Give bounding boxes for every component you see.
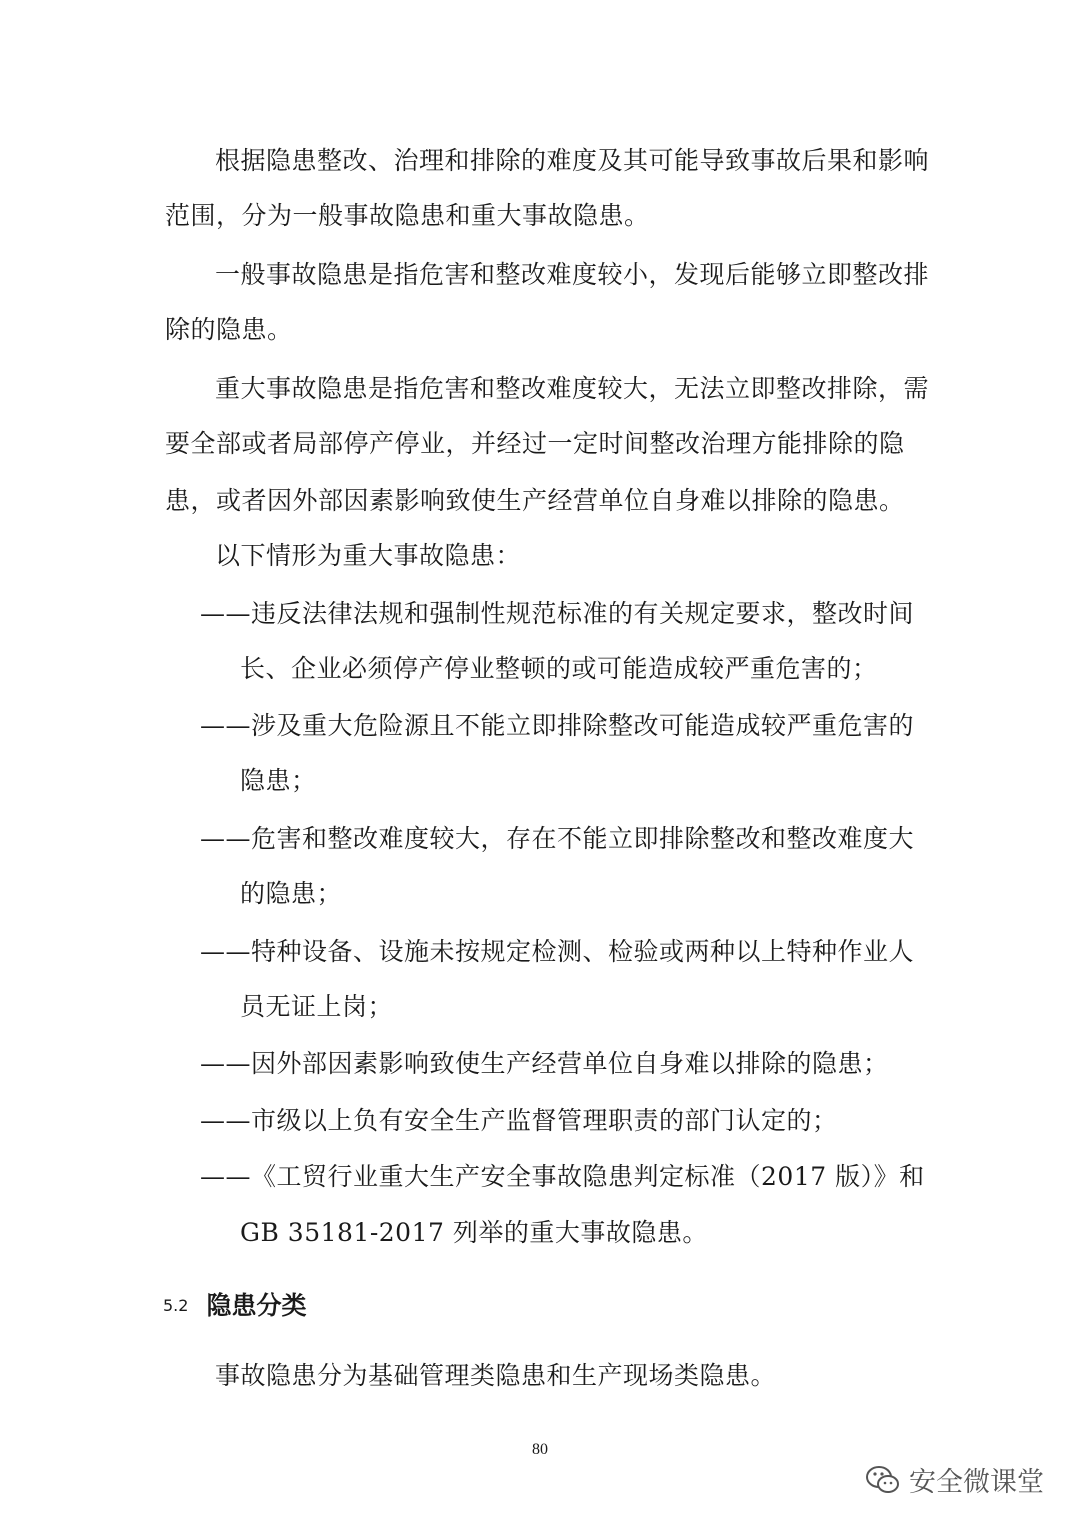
list-item-continuation: GB 35181-2017 列举的重大事故隐患。	[240, 1218, 708, 1247]
list-item-continuation: 隐患；	[240, 766, 317, 795]
page-number: 80	[532, 1441, 548, 1458]
paragraph-line: 以下情形为重大事故隐患：	[215, 541, 522, 570]
list-item: ——特种设备、设施未按规定检测、检验或两种以上特种作业人	[200, 937, 915, 966]
list-item-continuation: 员无证上岗；	[240, 992, 394, 1021]
paragraph-line: 根据隐患整改、治理和排除的难度及其可能导致事故后果和影响	[215, 146, 930, 175]
section-heading	[163, 1290, 306, 1322]
section-title: 隐患分类	[206, 1291, 307, 1320]
section-number: 5.2	[163, 1296, 189, 1315]
paragraph-line: 范围，分为一般事故隐患和重大事故隐患。	[165, 201, 650, 230]
list-item: ——涉及重大危险源且不能立即排除整改可能造成较严重危害的	[200, 711, 915, 740]
closing-paragraph: 事故隐患分为基础管理类隐患和生产现场类隐患。	[215, 1361, 777, 1390]
paragraph-line: 重大事故隐患是指危害和整改难度较大，无法立即整改排除，需	[215, 374, 930, 403]
paragraph-line: 除的隐患。	[165, 315, 293, 344]
list-item: ——市级以上负有安全生产监督管理职责的部门认定的；	[200, 1106, 838, 1135]
list-item-continuation: 长、企业必须停产停业整顿的或可能造成较严重危害的；	[240, 654, 878, 683]
paragraph-line: 一般事故隐患是指危害和整改难度较小，发现后能够立即整改排	[215, 260, 930, 289]
watermark	[865, 1460, 1044, 1499]
list-item: ——因外部因素影响致使生产经营单位自身难以排除的隐患；	[200, 1049, 889, 1078]
list-item-continuation: 的隐患；	[240, 879, 343, 908]
paragraph-line: 要全部或者局部停产停业，并经过一定时间整改治理方能排除的隐	[165, 429, 905, 458]
list-item: ——危害和整改难度较大，存在不能立即排除整改和整改难度大	[200, 824, 915, 853]
watermark-text: 安全微课堂	[909, 1467, 1044, 1498]
list-item: ——《工贸行业重大生产安全事故隐患判定标准（2017 版）》和	[200, 1162, 925, 1191]
paragraph-line: 患，或者因外部因素影响致使生产经营单位自身难以排除的隐患。	[165, 486, 905, 515]
wechat-icon	[865, 1465, 901, 1495]
list-item: ——违反法律法规和强制性规范标准的有关规定要求，整改时间	[200, 599, 915, 628]
